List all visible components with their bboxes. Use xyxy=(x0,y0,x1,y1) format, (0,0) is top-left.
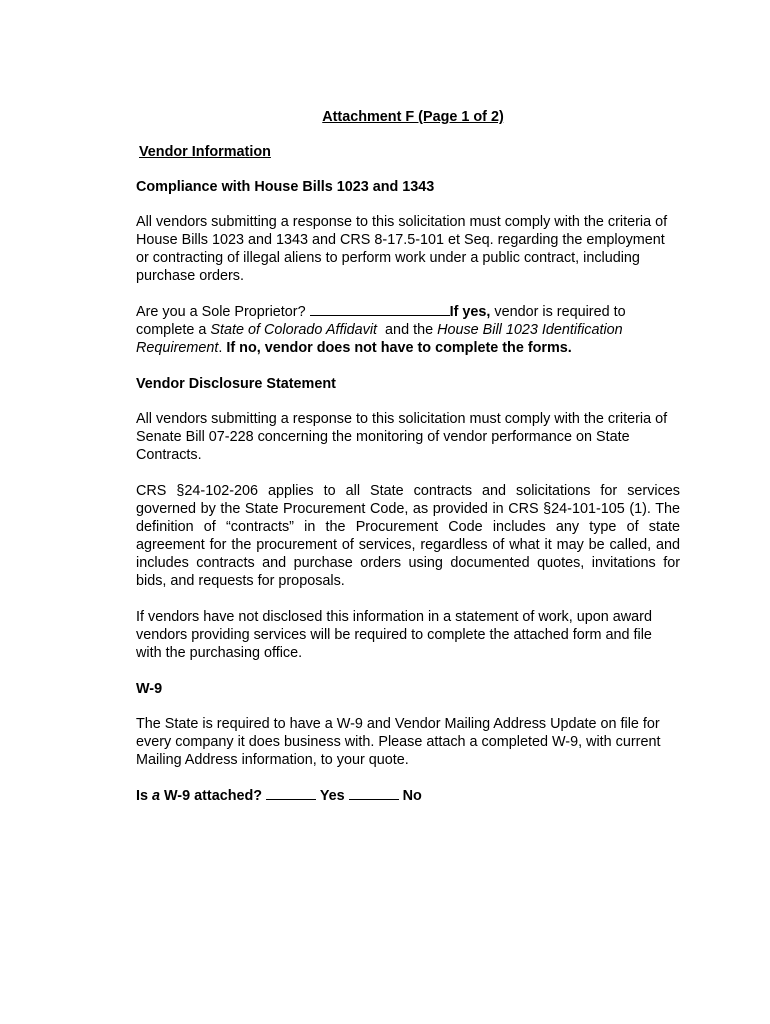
w9-no-label: No xyxy=(402,788,422,804)
w9-question xyxy=(136,787,680,805)
w9-question-a: a xyxy=(152,788,161,804)
w9-no-blank[interactable] xyxy=(349,787,399,800)
identification-requirement-ref: House Bill 1023 Identification Requirement xyxy=(136,322,623,356)
compliance-paragraph: All vendors submitting a response to this solicitation must comply with the criteria of House Bills 1023 and 1343 and CRS 8-17.5-101 et Seq. regarding the employment or contracting of illegal aliens to perform work under a public contract, including purchase orders. xyxy=(136,214,668,284)
if-no-text: If no, vendor does not have to complete the forms. xyxy=(222,340,572,356)
vendor-information-heading: Vendor Information xyxy=(139,144,271,160)
w9-yes-blank[interactable] xyxy=(266,787,316,800)
sole-proprietor-answer-blank[interactable] xyxy=(310,303,450,316)
sole-proprietor-question: Are you a Sole Proprietor? xyxy=(136,304,306,320)
w9-yes-label: Yes xyxy=(319,788,345,804)
w9-question-is: Is xyxy=(136,788,152,804)
w9-paragraph: The State is required to have a W-9 and Vendor Mailing Address Update on file for every company it does business with. Please attach a completed W-9, with current Mailing Address information, to your quote. xyxy=(136,716,661,768)
disclosure-paragraph: All vendors submitting a response to this solicitation must comply with the criteria of Senate Bill 07-228 concerning the monitoring of vendor performance on State Contracts. xyxy=(136,411,668,463)
compliance-heading: Compliance with House Bills 1023 and 1343 xyxy=(136,179,435,195)
crs-paragraph: CRS §24-102-206 applies to all State contracts and solicitations for services governed by the State Procurement Code, as provided in CRS §24-101-105 (1). The definition of “contracts” in the Procurement Code includes any type of state agreement for the procurement of services, regardless of what it may be called, and includes contracts and purchase orders using documented quotes, invitations for bids, and requests for proposals. xyxy=(136,483,680,589)
sole-proprietor-paragraph xyxy=(136,303,680,357)
award-paragraph: If vendors have not disclosed this information in a statement of work, upon award vendors providing services will be required to complete the attached form and file with the purchasing office. xyxy=(136,609,652,661)
w9-question-attached: W-9 attached? xyxy=(160,788,263,804)
affidavit-ref: State of Colorado Affidavit xyxy=(210,322,378,338)
w9-heading: W-9 xyxy=(136,681,163,697)
disclosure-heading: Vendor Disclosure Statement xyxy=(136,376,336,392)
if-yes-text: vendor is required to complete a xyxy=(136,304,626,338)
if-yes-label: If yes, xyxy=(449,304,491,320)
document-page xyxy=(136,108,680,805)
and-the-text: and the xyxy=(377,322,438,338)
page-title: Attachment F (Page 1 of 2) xyxy=(322,109,504,125)
period-text: . xyxy=(218,340,223,356)
